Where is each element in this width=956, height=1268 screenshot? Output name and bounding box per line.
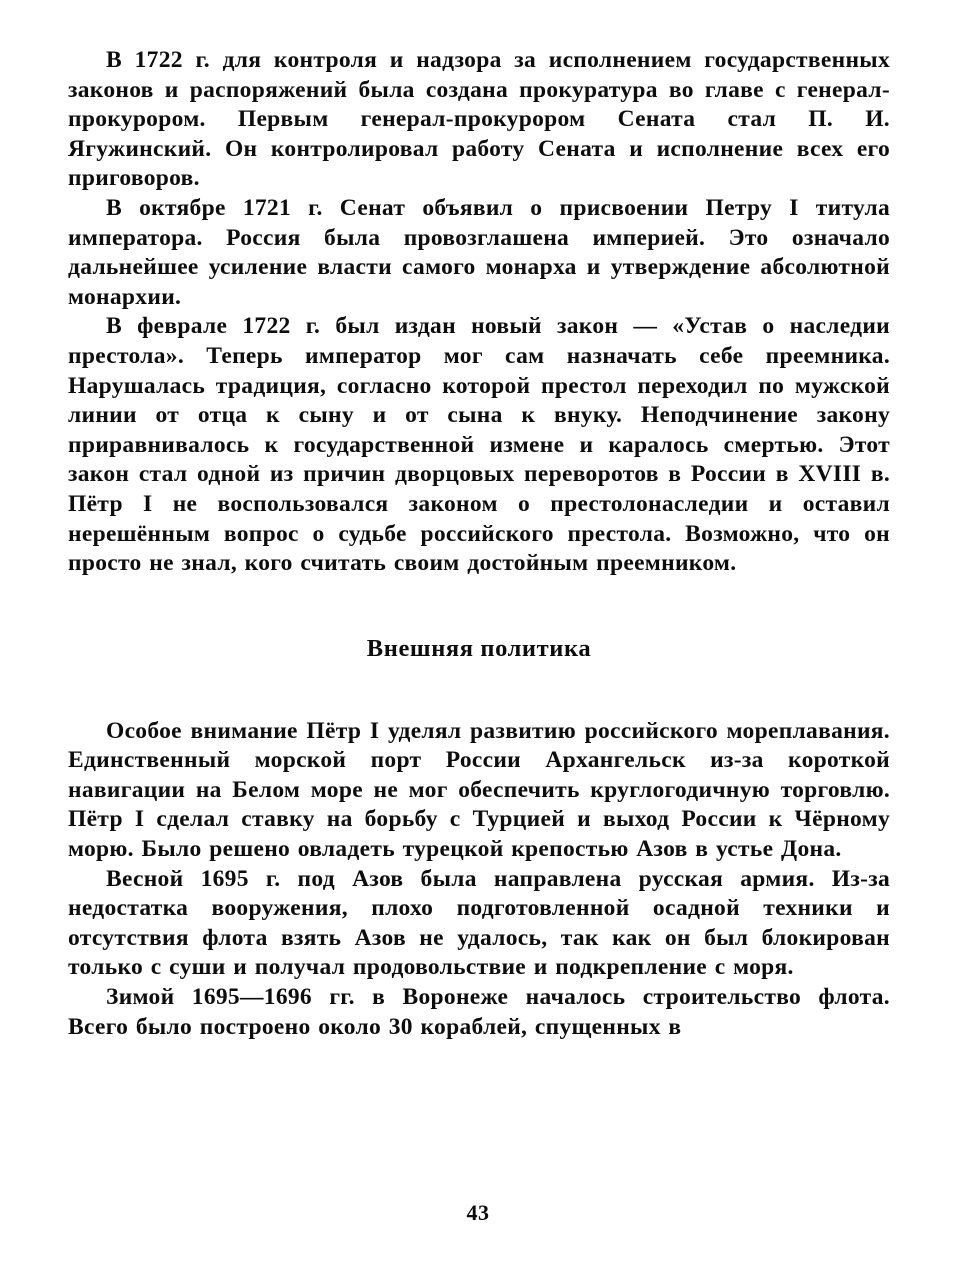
paragraph: В октябре 1721 г. Сенат объявил о присвоении Петру I титула императора. Россия была провозглашена империей. Это означало дальнейшее усиление власти самого монарха и утверждение абсолютной монархии. [68,194,890,310]
paragraph: Зимой 1695—1696 гг. в Воронеже началось строительство флота. Всего было построено около 30 кораблей, спущенных в [68,984,890,1040]
paragraph: Особое внимание Пётр I уделял развитию российского мореплавания. Единственный морской порт России Архангельск из-за короткой навигации на Белом море не мог обеспечить круглогодичную торговлю. Пётр I сделал ставку на борьбу с Турцией и выход России к Чёрному морю. Было решено овладеть турецкой крепостью Азов в устье Дона. [68,717,890,863]
section-heading: Внешняя политика [366,634,592,662]
page-number: 43 [466,1200,490,1225]
paragraph: В 1722 г. для контроля и надзора за исполнением государственных законов и распоряжений была создана прокуратура во главе с генерал-прокурором. Первым генерал-прокурором Сената стал П. И. Ягужинский. Он контролировал работу Сената и исполнение всех его приговоров. [68,47,890,192]
paragraph: Весной 1695 г. под Азов была направлена русская армия. Из-за недостатка вооружения, плохо подготовленной осадной техники и отсутствия флота взять Азов не удалось, так как он был блокирован только с суши и получал продовольствие и подкрепление с моря. [68,865,890,981]
page-content [68,46,890,1042]
paragraph: В феврале 1722 г. был издан новый закон — «Устав о наследии престола». Теперь император мог сам назначать себе преемника. Нарушалась традиция, согласно которой престол переходил по мужской линии от отца к сыну и от сына к внуку. Неподчинение закону приравнивалось к государственной измене и каралось смертью. Этот закон стал одной из причин дворцовых переворотов в России в XVIII в. Пётр I не воспользовался законом о престолонаследии и оставил нерешённым вопрос о судьбе российского престола. Возможно, что он просто не знал, кого считать своим достойным преемником. [68,313,890,577]
